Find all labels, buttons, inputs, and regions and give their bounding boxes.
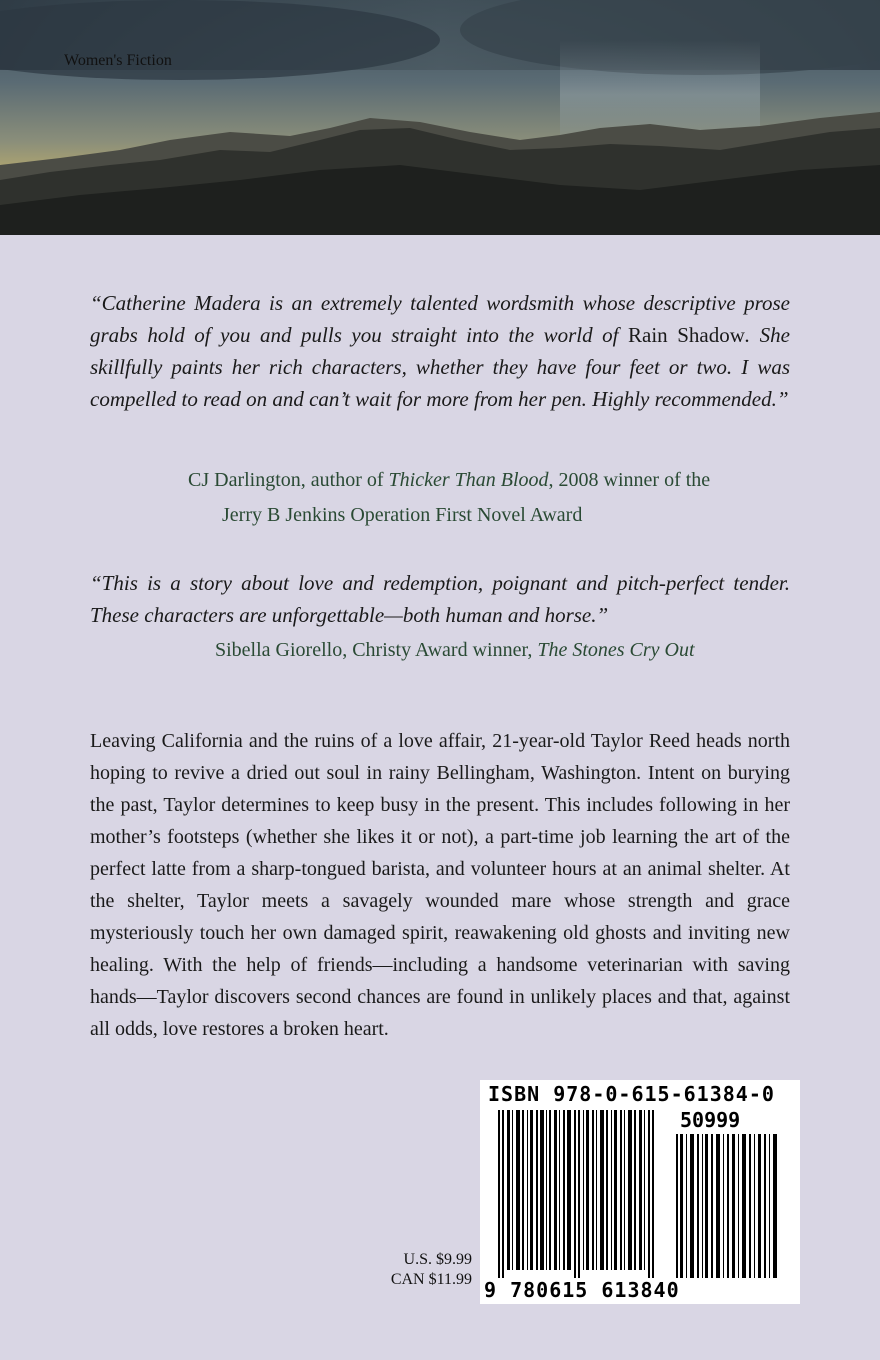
- isbn-barcode: [480, 1080, 800, 1304]
- ean-digits: 9 780615 613840: [484, 1278, 680, 1302]
- review-quote-2: “This is a story about love and redemption, poignant and pitch-perfect tender. These characters are unforgettable—both human and horse.”: [90, 571, 790, 627]
- ean-bars: [490, 1110, 670, 1278]
- genre-label: Women's Fiction: [64, 52, 172, 69]
- book-title: Rain Shadow: [628, 323, 745, 347]
- review-attribution-1: CJ Darlington, author of Thicker Than Blood, 2008 winner of the: [188, 469, 711, 491]
- review-quote-1: “Catherine Madera is an extremely talented wordsmith whose descriptive prose grabs hold of you and pulls you straight into the world of Rain Shadow. She skillfully paints her rich characters, whether they have four feet or two. I was compelled to read on and can’t wait for more from her pen. Highly recommended.”: [90, 291, 790, 411]
- price-can: CAN $11.99: [390, 1271, 472, 1288]
- cover-photo: [0, 0, 880, 235]
- price-us: U.S. $9.99: [403, 1251, 472, 1268]
- mountain-landscape-image: [0, 0, 880, 235]
- price-block: [370, 1250, 472, 1290]
- barcode-price-code: 50999: [680, 1108, 741, 1132]
- review-attribution-2: Sibella Giorello, Christy Award winner, The Stones Cry Out: [215, 639, 695, 661]
- addon-bars: [674, 1134, 784, 1278]
- review-attribution-1-line2: Jerry B Jenkins Operation First Novel Award: [222, 504, 583, 526]
- book-description: Leaving California and the ruins of a love affair, 21-year-old Taylor Reed heads north hoping to revive a dried out soul in rainy Bellingham, Washington. Intent on burying the past, Taylor determines to keep busy in the present. This includes following in her mother’s footsteps (whether she likes it or not), a part-time job learning the art of the perfect latte from a sharp-tongued barista, and volunteer hours at an animal shelter. At the shelter, Taylor meets a savagely wounded mare whose strength and grace mysteriously touch her own damaged spirit, reawakening old ghosts and inviting new healing. With the help of friends—including a handsome veterinarian with saving hands—Taylor discovers second chances are found in unlikely places and that, against all odds, love restores a broken heart.: [90, 730, 790, 1040]
- isbn-number: ISBN 978-0-615-61384-0: [488, 1082, 775, 1106]
